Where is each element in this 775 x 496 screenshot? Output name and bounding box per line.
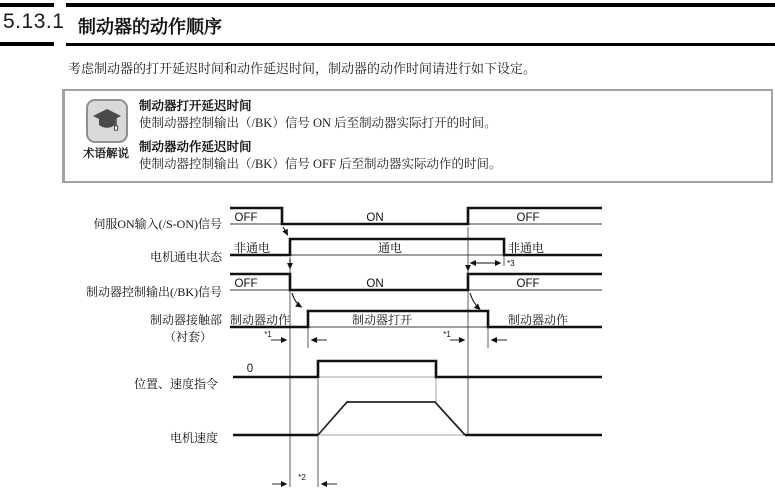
marker-star1: *1 — [264, 330, 272, 339]
row-label-command: 位置、速度指令 — [133, 377, 218, 391]
state-label: 通电 — [377, 241, 403, 255]
row-label-brake-liner: （衬套） — [163, 330, 212, 344]
state-label: OFF — [516, 278, 540, 290]
intro-paragraph: 考虑制动器的打开延迟时间和动作延迟时间，制动器的动作时间请进行如下设定。 — [68, 61, 537, 76]
marker-star1: *1 — [443, 330, 451, 339]
motor-speed-trapezoid — [318, 402, 465, 435]
header-rule-top-right — [66, 3, 775, 7]
terminology-box — [62, 89, 773, 183]
state-label: OFF — [234, 212, 258, 224]
term-definition: 使制动器控制输出（/BK）信号 OFF 后至制动器实际动作的时间。 — [139, 157, 502, 171]
trace-motor-power — [230, 239, 602, 255]
marker-star3: *3 — [507, 259, 515, 268]
graduation-cap-icon — [86, 99, 128, 143]
row-label-servo-on: 伺服ON输入(/S-ON)信号 — [93, 217, 222, 231]
state-label: 制动器动作 — [229, 313, 291, 327]
row-label-bk-output: 制动器控制输出(/BK)信号 — [86, 285, 222, 299]
row-label-motor-speed: 电机速度 — [169, 431, 218, 445]
marker-star2: *2 — [298, 473, 306, 482]
arrow-bk-off-to-brake-act — [470, 293, 480, 310]
trace-bk-output — [230, 274, 602, 290]
section-number: 5.13.1 — [3, 10, 65, 33]
term-title: 制动器打开延迟时间 — [139, 99, 252, 113]
header-rule-top-left — [0, 3, 54, 7]
timing-diagram — [0, 195, 775, 496]
state-label: ON — [366, 278, 384, 290]
row-label-brake-contact: 制动器接触部 — [149, 313, 222, 327]
terminology-icon-label: 术语解说 — [83, 148, 129, 160]
state-label: OFF — [516, 212, 540, 224]
terminology-entries — [139, 98, 749, 180]
reference-lines — [290, 227, 504, 487]
state-label: 制动器动作 — [507, 313, 569, 327]
page-title: 制动器的动作顺序 — [78, 17, 222, 37]
state-label: 非通电 — [507, 241, 545, 255]
arrow-bk-to-brake-open — [292, 293, 302, 307]
state-label: 制动器打开 — [351, 313, 413, 327]
state-label: 非通电 — [233, 241, 271, 255]
term-title: 制动器动作延迟时间 — [139, 140, 252, 154]
trace-servo-on — [230, 208, 602, 224]
gray-guide-lines — [318, 377, 465, 435]
trace-command — [233, 361, 602, 377]
arrow-son-to-power — [283, 227, 288, 235]
header-rule-bottom-right — [66, 43, 775, 46]
row-label-motor-power: 电机通电状态 — [149, 250, 222, 264]
term-definition: 使制动器控制输出（/BK）信号 ON 后至制动器实际打开的时间。 — [139, 116, 497, 130]
state-label: ON — [366, 212, 384, 224]
header-rule-bottom-left — [0, 42, 54, 46]
zero-level-label: 0 — [246, 363, 254, 375]
state-label: OFF — [234, 278, 258, 290]
